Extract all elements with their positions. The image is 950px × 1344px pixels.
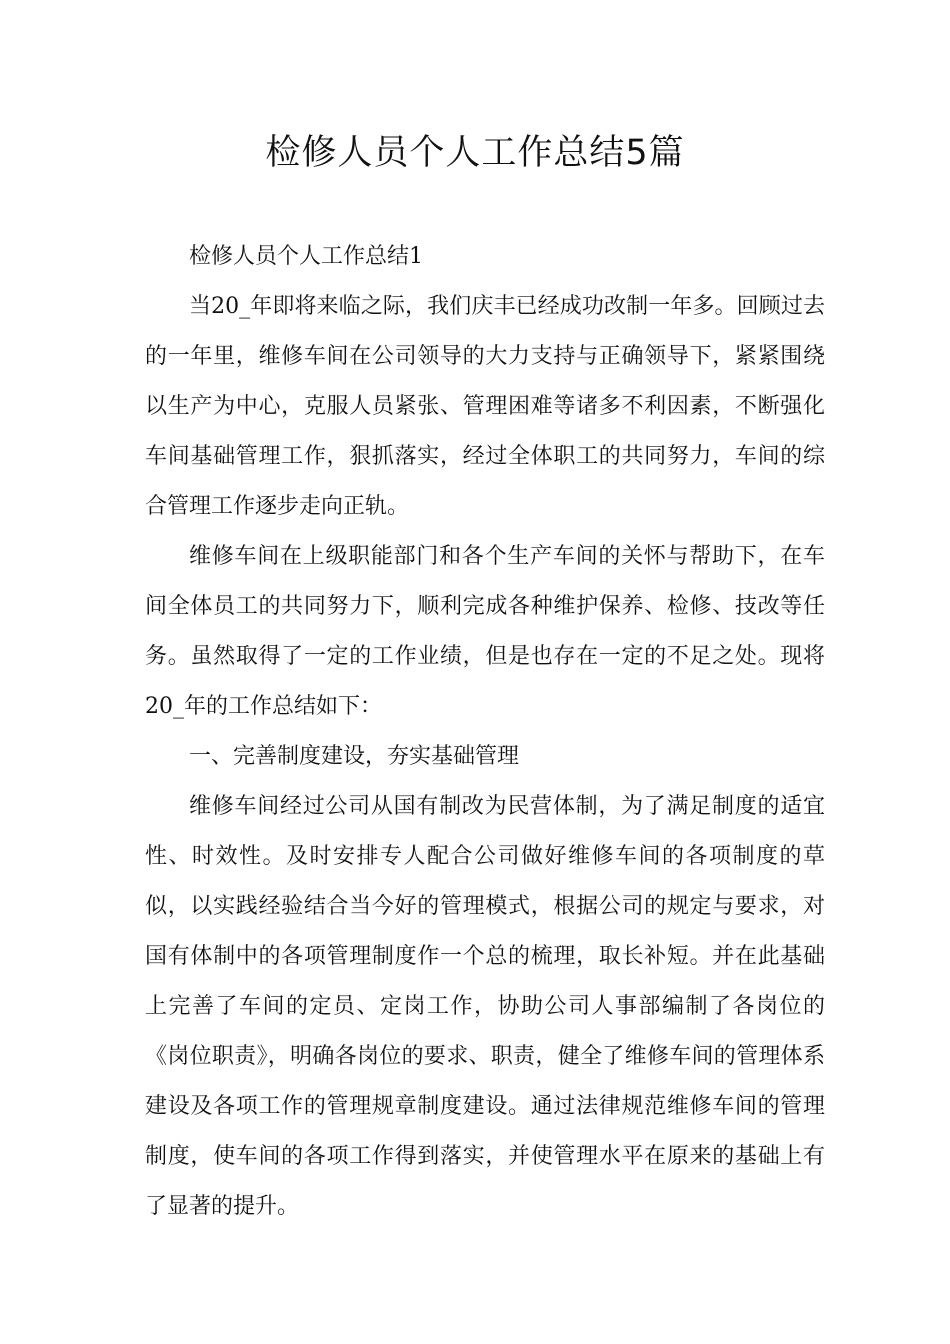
paragraph-intro: 当20_年即将来临之际，我们庆丰已经成功改制一年多。回顾过去的一年里，维修车间在公司领导的大力支持与正确领导下，紧紧围绕以生产为中心，克服人员紧张、管理困难等诸多不利因素，不断强化车间基础管理工作，狠抓落实，经过全体职工的共同努力，车间的综合管理工作逐步走向正轨。 — [145, 294, 825, 519]
section-heading-1: 一、完善制度建设，夯实基础管理 — [189, 744, 520, 769]
paragraph-system-building: 维修车间经过公司从国有制改为民营体制，为了满足制度的适宜性、时效性。及时安排专人配合公司做好维修车间的各项制度的草似，以实践经验结合当今好的管理模式，根据公司的规定与要求，对国有体制中的各项管理制度作一个总的梳理，取长补短。并在此基础上完善了车间的定员、定岗工作，协助公司人事部编制了各岗位的《岗位职责》，明确各岗位的要求、职责，健全了维修车间的管理体系建设及各项工作的管理规章制度建设。通过法律规范维修车间的管理制度，使车间的各项工作得到落实，并使管理水平在原来的基础上有了显著的提升。 — [145, 794, 825, 1219]
paragraph-overview: 维修车间在上级职能部门和各个生产车间的关怀与帮助下，在车间全体员工的共同努力下，顺利完成各种维护保养、检修、技改等任务。虽然取得了一定的工作业绩，但是也存在一定的不足之处。现将20_年的工作总结如下： — [145, 544, 825, 719]
section-subtitle: 检修人员个人工作总结1 — [189, 244, 423, 269]
document-body — [145, 232, 825, 1232]
document-title: 检修人员个人工作总结5篇 — [265, 133, 685, 173]
